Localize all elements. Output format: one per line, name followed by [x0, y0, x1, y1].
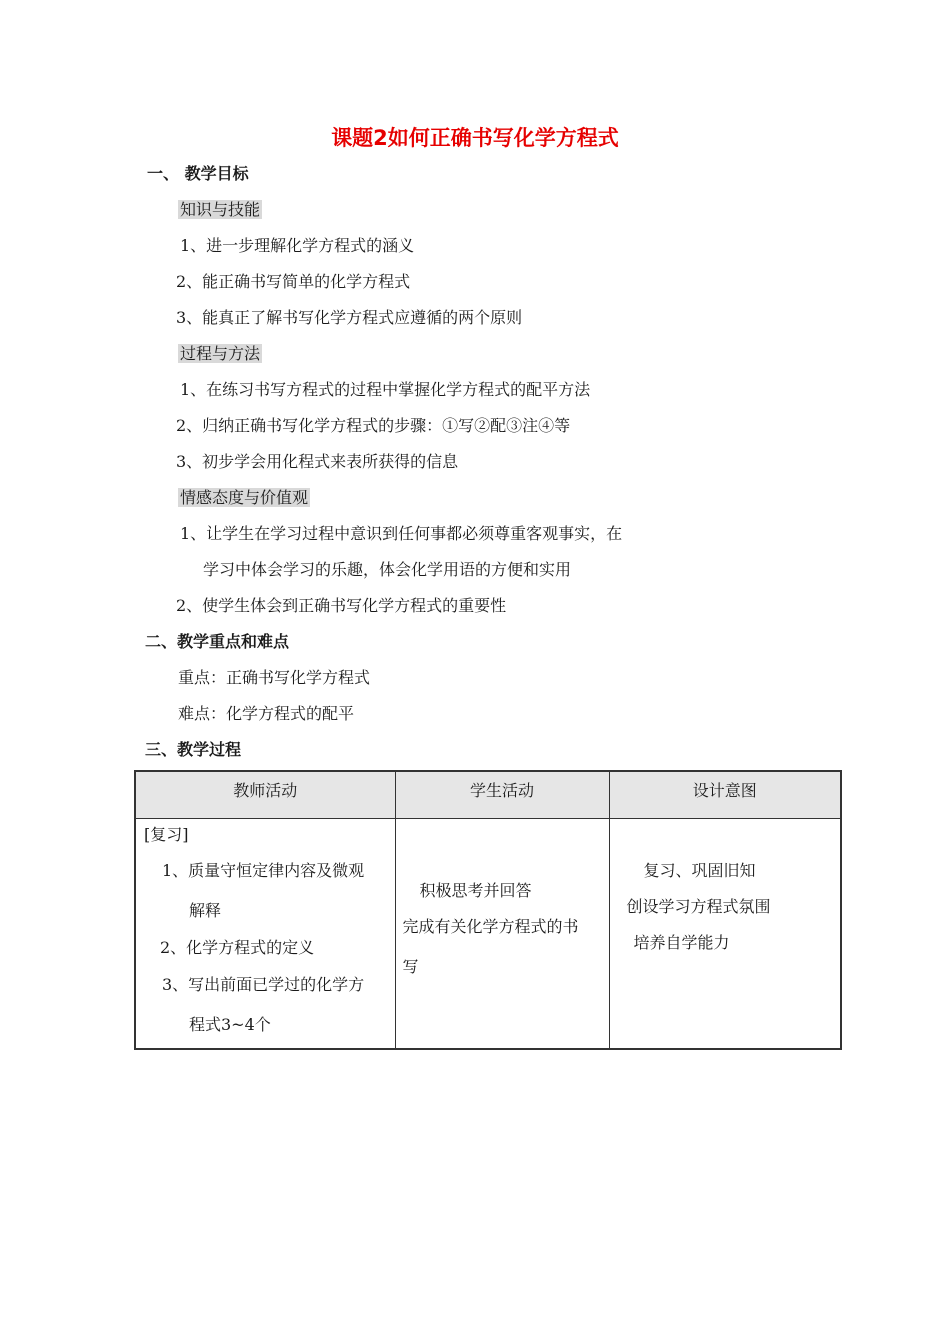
teacher-activity-cell [135, 819, 395, 1050]
column-header: 学生活动 [395, 771, 609, 819]
subheading-attitudes-values: 情感态度与价值观 [180, 488, 309, 507]
section-heading-process: 三、教学过程 [145, 740, 242, 759]
student-activity-cell [395, 819, 609, 1050]
cell-line: 解释 [189, 901, 222, 920]
key-point: 重点：正确书写化学方程式 [178, 668, 371, 687]
cell-line: 1、质量守恒定律内容及微观 [162, 861, 365, 880]
column-header: 设计意图 [609, 771, 841, 819]
objective-item: 3、能真正了解书写化学方程式应遵循的两个原则 [176, 308, 523, 327]
subheading-process-methods: 过程与方法 [180, 344, 261, 363]
difficult-point: 难点：化学方程式的配平 [178, 704, 355, 723]
cell-line: 培养自学能力 [633, 933, 730, 952]
table-header-row [135, 771, 841, 819]
review-label: [复习] [144, 825, 189, 844]
objective-item: 1、进一步理解化学方程式的涵义 [180, 236, 415, 255]
subheading-knowledge-skills: 知识与技能 [180, 200, 261, 219]
section-heading-key-points: 二、教学重点和难点 [145, 632, 290, 651]
objective-item: 3、初步学会用化程式来表所获得的信息 [176, 452, 459, 471]
column-header: 教师活动 [135, 771, 395, 819]
objective-item: 1、让学生在学习过程中意识到任何事都必须尊重客观事实，在 [180, 524, 623, 543]
cell-line: 完成有关化学方程式的书 [402, 917, 579, 936]
cell-line: 3、写出前面已学过的化学方 [162, 975, 365, 994]
cell-line: 2、化学方程式的定义 [160, 938, 315, 957]
document-title: 课题2如何正确书写化学方程式 [331, 126, 619, 150]
objective-item: 2、能正确书写简单的化学方程式 [176, 272, 411, 291]
objective-item: 2、使学生体会到正确书写化学方程式的重要性 [176, 596, 507, 615]
cell-line: 复习、巩固旧知 [643, 861, 756, 880]
objective-item: 2、归纳正确书写化学方程式的步骤：①写②配③注④等 [176, 416, 571, 435]
cell-line: 积极思考并回答 [419, 881, 532, 900]
design-intent-cell [609, 819, 841, 1050]
cell-line: 创设学习方程式氛围 [626, 897, 771, 916]
objective-item-continuation: 学习中体会学习的乐趣，体会化学用语的方便和实用 [203, 560, 572, 579]
cell-line: 程式3~4个 [189, 1015, 271, 1034]
lesson-process-table [134, 770, 842, 1050]
table-row [135, 819, 841, 1050]
section-heading-objectives: 一、 教学目标 [147, 164, 249, 183]
objective-item: 1、在练习书写方程式的过程中掌握化学方程式的配平方法 [180, 380, 591, 399]
cell-line: 写 [402, 957, 419, 976]
